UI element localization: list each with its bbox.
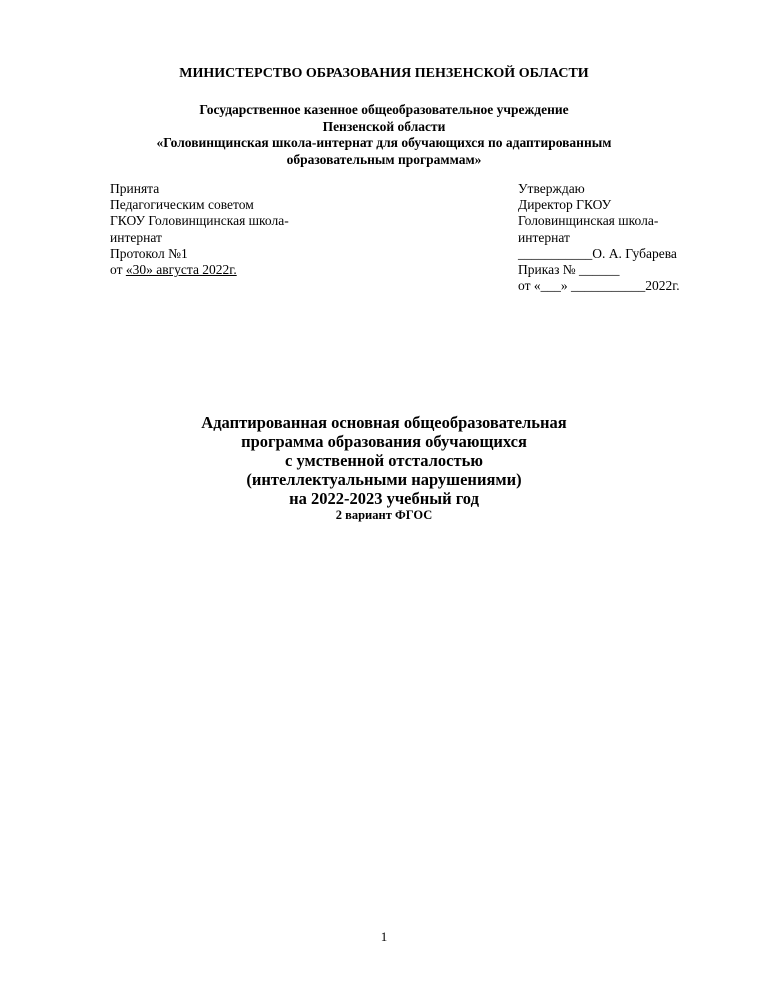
adopted-protocol: Протокол №1 bbox=[110, 245, 188, 261]
adopted-date-prefix: от bbox=[110, 262, 126, 278]
title-line: с умственной отсталостью bbox=[285, 451, 483, 470]
institution-line: Государственное казенное общеобразовательное учреждение bbox=[199, 102, 569, 117]
adopted-date bbox=[110, 262, 380, 278]
adopted-block bbox=[110, 181, 380, 278]
adopted-label: Принята bbox=[110, 181, 160, 196]
approved-school: Головинщинская школа- bbox=[518, 213, 659, 229]
institution-line: образовательным программам» bbox=[286, 151, 482, 167]
program-title bbox=[0, 413, 768, 508]
institution-name bbox=[0, 102, 768, 168]
ministry-heading: МИНИСТЕРСТВО ОБРАЗОВАНИЯ ПЕНЗЕНСКОЙ ОБЛАСТИ bbox=[179, 66, 589, 81]
approved-school-cont: интернат bbox=[518, 229, 570, 245]
approved-director: Директор ГКОУ bbox=[518, 197, 612, 213]
title-line: программа образования обучающихся bbox=[241, 432, 527, 451]
adopted-council: Педагогическим советом bbox=[110, 197, 254, 213]
adopted-date-value: «30» августа 2022г. bbox=[125, 262, 237, 278]
approved-date: от «___» ___________2022г. bbox=[518, 278, 680, 294]
title-line: на 2022-2023 учебный год bbox=[289, 489, 479, 508]
page-number: 1 bbox=[380, 929, 388, 944]
title-line: Адаптированная основная общеобразовательная bbox=[201, 413, 567, 432]
approved-block bbox=[518, 181, 718, 294]
program-variant: 2 вариант ФГОС bbox=[335, 508, 433, 522]
adopted-school: ГКОУ Головинщинская школа- bbox=[110, 213, 289, 229]
institution-line: Пензенской области bbox=[322, 118, 446, 134]
title-line: (интеллектуальными нарушениями) bbox=[246, 470, 522, 489]
adopted-school-cont: интернат bbox=[110, 229, 162, 245]
approved-label: Утверждаю bbox=[518, 181, 585, 196]
approved-signature: ___________О. А. Губарева bbox=[518, 245, 677, 261]
institution-line: «Головинщинская школа-интернат для обучающихся по адаптированным bbox=[156, 135, 612, 150]
approved-order: Приказ № ______ bbox=[518, 262, 620, 278]
